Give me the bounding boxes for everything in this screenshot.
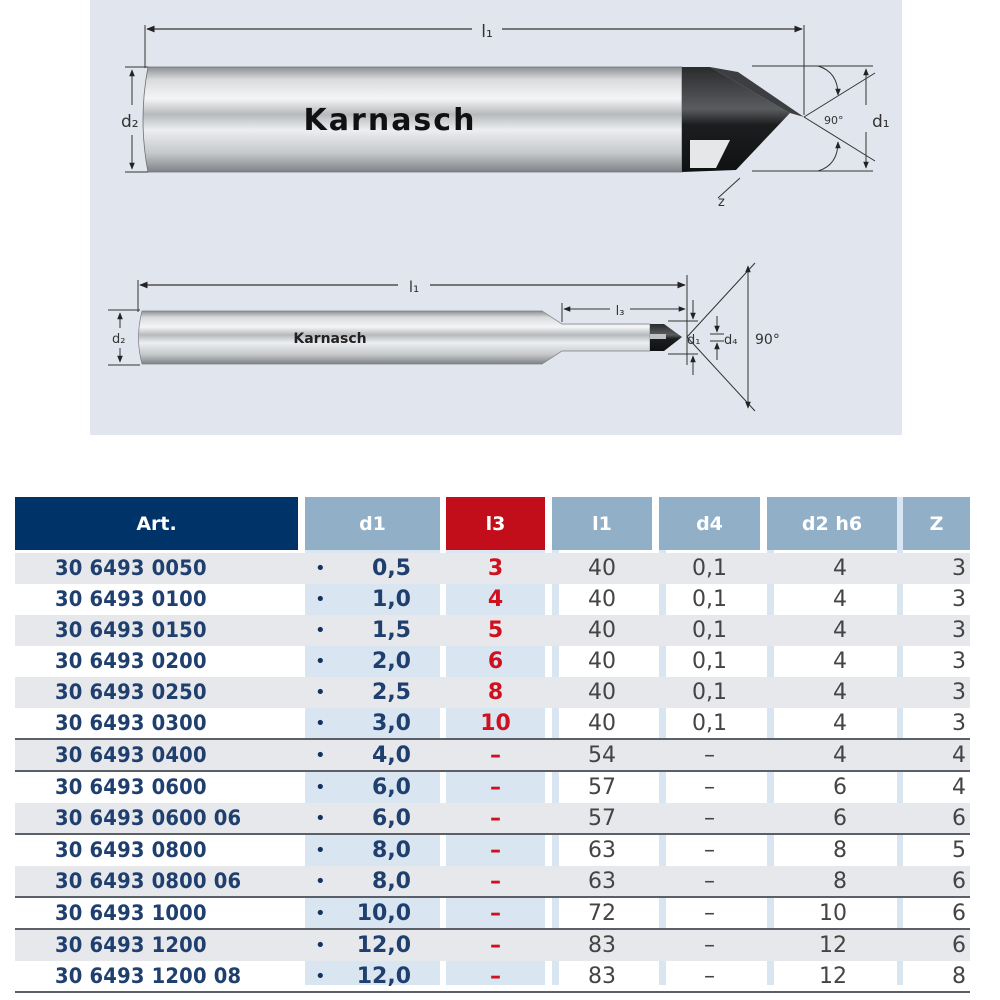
cell-l3: – [490,901,501,926]
cell-d4: – [704,964,715,989]
cell-z: 5 [952,838,966,863]
cell-z: 6 [952,806,966,831]
availability-dot: • [315,840,326,861]
cell-z: 3 [952,680,966,705]
cell-z: 3 [952,587,966,612]
cell-d4: 0,1 [692,711,727,736]
brand-logo-bottom: Karnasch [293,331,367,347]
cell-l1: 40 [588,587,616,612]
cell-art: 30 6493 0050 [55,556,207,580]
cell-l1: 83 [588,933,616,958]
cell-l3: 10 [480,711,511,736]
table-row [15,961,970,992]
cell-z: 8 [952,964,966,989]
header-art: Art. [15,497,298,550]
cell-d2: 4 [833,649,847,674]
cell-d1: 10,0 [356,901,411,926]
table-row [15,930,970,961]
angle-label-bottom: 90° [755,332,780,348]
cell-d4: 0,1 [692,556,727,581]
cell-d1: 8,0 [372,869,411,894]
header-d1: d1 [305,497,440,550]
l3-label: l₃ [615,304,625,319]
brand-logo-top: Karnasch [303,103,477,138]
cell-d4: – [704,838,715,863]
cell-z: 3 [952,649,966,674]
availability-dot: • [315,966,326,987]
cell-l3: 3 [487,556,504,581]
cell-d2: 8 [833,838,847,863]
cell-l1: 83 [588,964,616,989]
cell-l3: 5 [487,618,504,643]
cell-d2: 10 [819,901,847,926]
table-row [15,898,970,929]
d1-label-top: d₁ [872,112,890,132]
cell-d4: 0,1 [692,680,727,705]
table-row [15,584,970,615]
cell-l1: 40 [588,649,616,674]
cell-d2: 4 [833,711,847,736]
cell-d2: 12 [819,933,847,958]
cell-d4: – [704,933,715,958]
cell-z: 3 [952,556,966,581]
cell-l3: – [490,964,501,989]
bottom-tool [108,263,780,411]
l1-label-bottom: l₁ [408,278,420,296]
cell-d1: 3,0 [372,711,411,736]
cell-art: 30 6493 0150 [55,618,207,642]
cell-d4: – [704,743,715,768]
cell-z: 3 [952,618,966,643]
cell-d4: – [704,775,715,800]
cell-art: 30 6493 0200 [55,649,207,673]
cell-d2: 4 [833,587,847,612]
cell-z: 6 [952,933,966,958]
availability-dot: • [315,589,326,610]
cell-l1: 54 [588,743,616,768]
d2-label-top: d₂ [121,112,139,132]
cell-z: 4 [952,743,966,768]
cell-z: 3 [952,711,966,736]
cell-d4: – [704,806,715,831]
availability-dot: • [315,808,326,829]
table-row [15,708,970,739]
cell-z: 6 [952,869,966,894]
cell-d2: 6 [833,806,847,831]
cell-d2: 4 [833,556,847,581]
availability-dot: • [315,871,326,892]
cell-l1: 40 [588,556,616,581]
header-z: Z [903,497,970,550]
cell-d2: 4 [833,680,847,705]
cell-d1: 2,5 [372,680,411,705]
cell-d1: 2,0 [372,649,411,674]
cell-l1: 40 [588,618,616,643]
cell-d1: 0,5 [372,556,411,581]
cell-d4: 0,1 [692,587,727,612]
cell-l3: 4 [487,587,504,612]
availability-dot: • [315,713,326,734]
countersink-diagram [90,0,902,435]
cell-d4: – [704,869,715,894]
cell-d4: 0,1 [692,649,727,674]
cell-l3: – [490,933,501,958]
table-row [15,615,970,646]
header-d4: d4 [659,497,760,550]
cell-art: 30 6493 0800 [55,838,207,862]
l1-label-top: l₁ [481,22,493,42]
header-l3: l3 [446,497,545,550]
table-row [15,772,970,803]
tool-diagram-panel [90,0,902,435]
table-row [15,646,970,677]
header-l1: l1 [552,497,652,550]
d2-label-bottom: d₂ [112,332,126,347]
cell-l3: – [490,806,501,831]
cell-d1: 1,5 [372,618,411,643]
cell-d2: 8 [833,869,847,894]
cell-art: 30 6493 0100 [55,587,207,611]
cell-d2: 4 [833,618,847,643]
cell-d2: 12 [819,964,847,989]
table-row [15,677,970,708]
cell-l3: – [490,775,501,800]
cell-art: 30 6493 1200 [55,933,207,957]
cell-d1: 4,0 [372,743,411,768]
cell-d1: 1,0 [372,587,411,612]
z-label-top: z [718,195,725,210]
availability-dot: • [315,745,326,766]
top-tool [121,22,890,210]
table-row [15,740,970,771]
cell-z: 6 [952,901,966,926]
cell-art: 30 6493 0600 06 [55,806,242,830]
cell-d1: 6,0 [372,775,411,800]
availability-dot: • [315,651,326,672]
cell-art: 30 6493 0300 [55,711,207,735]
cell-l1: 40 [588,711,616,736]
cell-z: 4 [952,775,966,800]
cell-d1: 6,0 [372,806,411,831]
cell-l3: 8 [487,680,504,705]
cell-d4: 0,1 [692,618,727,643]
cell-art: 30 6493 1000 [55,901,207,925]
cell-d2: 6 [833,775,847,800]
spec-table [15,497,970,997]
cell-art: 30 6493 0800 06 [55,869,242,893]
cell-l1: 57 [588,806,616,831]
cell-l3: – [490,869,501,894]
availability-dot: • [315,682,326,703]
d1-label-bottom: d₁ [687,333,701,348]
cell-l1: 63 [588,869,616,894]
cell-art: 30 6493 0600 [55,775,207,799]
table-row [15,553,970,584]
angle-label-top: 90° [824,114,844,127]
cell-d2: 4 [833,743,847,768]
cell-l3: – [490,838,501,863]
d4-label: d₄ [724,333,738,348]
cell-d1: 8,0 [372,838,411,863]
cell-art: 30 6493 0250 [55,680,207,704]
cell-l1: 57 [588,775,616,800]
header-d2-h6: d2 h6 [767,497,897,550]
cell-art: 30 6493 1200 08 [55,964,242,988]
availability-dot: • [315,935,326,956]
availability-dot: • [315,903,326,924]
table-row [15,803,970,834]
availability-dot: • [315,777,326,798]
cell-l3: – [490,743,501,768]
cell-d1: 12,0 [356,964,411,989]
availability-dot: • [315,558,326,579]
cell-d4: – [704,901,715,926]
cell-l3: 6 [487,649,504,674]
table-row [15,835,970,866]
cell-art: 30 6493 0400 [55,743,207,767]
table-row [15,866,970,897]
cell-l1: 40 [588,680,616,705]
availability-dot: • [315,620,326,641]
cell-d1: 12,0 [356,933,411,958]
row-separator [15,991,970,993]
cell-l1: 72 [588,901,616,926]
cell-l1: 63 [588,838,616,863]
